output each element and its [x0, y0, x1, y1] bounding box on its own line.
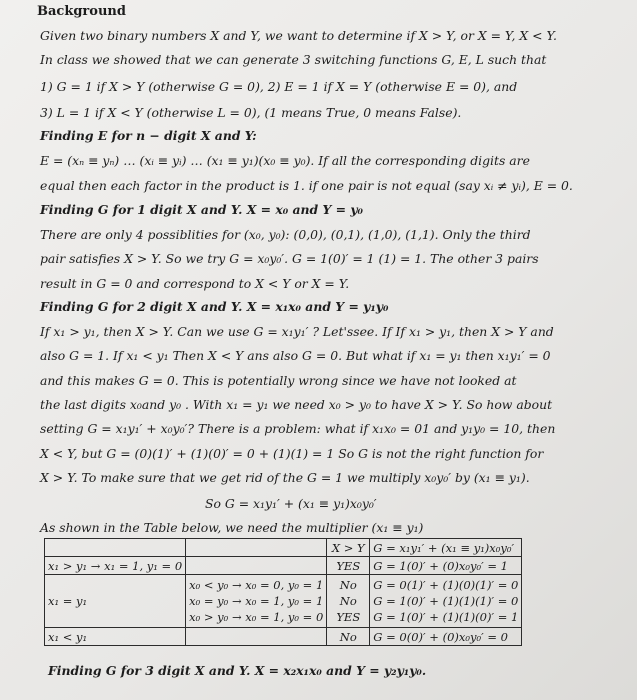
cell-case: x₁ > y₁ → x₁ = 1, y₁ = 0: [45, 557, 186, 575]
formula: G = 0(1)′ + (1)(0)(1)′ = 0: [373, 578, 519, 592]
text-line-20: So G = x₁y₁′ + (x₁ ≡ y₁)x₀y₀′: [205, 496, 377, 511]
header-formula: G = x₁y₁′ + (x₁ ≡ y₁)x₀y₀′: [370, 539, 522, 557]
cell-case: x₁ < y₁: [45, 628, 186, 646]
cell-results: [327, 575, 370, 628]
text-line-15: and this makes G = 0. This is potentially wrong since we have not looked at: [40, 373, 517, 388]
text-line-1: Given two binary numbers X and Y, we want to determine if X > Y, or X = Y, X < Y.: [40, 28, 557, 43]
text-line-6: E = (xₙ ≡ yₙ) … (xᵢ ≡ yᵢ) … (x₁ ≡ y₁)(x₀ ≡ y₀). If all the corresponding digits are: [40, 153, 530, 168]
text-line-22: Finding G for 3 digit X and Y. X = x₂x₁x₀ and Y = y₂y₁y₀.: [48, 663, 427, 678]
text-line-16: the last digits x₀and y₀ . With x₁ = y₁ we need x₀ > y₀ to have X > Y. So how about: [40, 397, 553, 412]
header-gt: X > Y: [327, 539, 370, 557]
text-line-9: There are only 4 possiblities for (x₀, y₀): (0,0), (0,1), (1,0), (1,1). Only the third: [40, 227, 531, 242]
text-line-4: 3) L = 1 if X < Y (otherwise L = 0), (1 means True, 0 means False).: [40, 105, 462, 120]
cell-formula: G = 0(0)′ + (0)x₀y₀′ = 0: [370, 628, 522, 646]
text-line-3: 1) G = 1 if X > Y (otherwise G = 0), 2) E = 1 if X = Y (otherwise E = 0), and: [40, 79, 518, 94]
cell-result: YES: [327, 557, 370, 575]
result: YES: [336, 610, 361, 624]
text-line-5: Finding E for n − digit X and Y:: [40, 128, 257, 143]
result: No: [339, 594, 357, 608]
cell-case: x₁ = y₁: [45, 575, 186, 628]
text-line-2: In class we showed that we can generate 3 switching functions G, E, L such that: [40, 52, 547, 67]
text-line-21: As shown in the Table below, we need the multiplier (x₁ ≡ y₁): [40, 520, 424, 535]
formula: G = 1(0)′ + (1)(1)(1)′ = 0: [373, 594, 519, 608]
result: No: [339, 578, 357, 592]
text-line-7: equal then each factor in the product is 1. if one pair is not equal (say xᵢ ≠ yᵢ), E = 0.: [40, 178, 573, 193]
text-line-18: X < Y, but G = (0)(1)′ + (1)(0)′ = 0 + (1)(1) = 1 So G is not the right function for: [40, 446, 544, 461]
text-line-12: Finding G for 2 digit X and Y. X = x₁x₀ and Y = y₁y₀: [40, 299, 389, 314]
heading-background: Background: [37, 4, 126, 19]
table-row: [45, 557, 522, 575]
cell-formula: G = 1(0)′ + (0)x₀y₀′ = 1: [370, 557, 522, 575]
table-row: [45, 575, 522, 628]
cell-result: No: [327, 628, 370, 646]
text-line-17: setting G = x₁y₁′ + x₀y₀′? There is a problem: what if x₁x₀ = 01 and y₁y₀ = 10, then: [40, 421, 556, 436]
text-line-14: also G = 1. If x₁ < y₁ Then X < Y ans also G = 0. But what if x₁ = y₁ then x₁y₁′ = 0: [40, 348, 551, 363]
text-line-11: result in G = 0 and correspond to X < Y or X = Y.: [40, 276, 350, 291]
text-line-8: Finding G for 1 digit X and Y. X = x₀ and Y = y₀: [40, 202, 363, 217]
formula: G = 1(0)′ + (1)(1)(0)′ = 1: [373, 610, 519, 624]
comparison-table: [44, 538, 522, 646]
table-header-row: [45, 539, 522, 557]
table-row: [45, 628, 522, 646]
text-line-10: pair satisfies X > Y. So we try G = x₀y₀′. G = 1(0)′ = 1 (1) = 1. The other 3 pairs: [40, 251, 539, 266]
text-line-13: If x₁ > y₁, then X > Y. Can we use G = x₁y₁′ ? Let'ssee. If If x₁ > y₁, then X > Y and: [40, 324, 554, 339]
subcase: x₀ < y₀ → x₀ = 0, y₀ = 1: [189, 578, 324, 592]
subcase: x₀ > y₀ → x₀ = 1, y₀ = 0: [189, 610, 324, 624]
subcase: x₀ = y₀ → x₀ = 1, y₀ = 1: [189, 594, 324, 608]
cell-subcases: [186, 575, 327, 628]
text-line-19: X > Y. To make sure that we get rid of the G = 1 we multiply x₀y₀′ by (x₁ ≡ y₁).: [40, 470, 530, 485]
cell-formulas: [370, 575, 522, 628]
